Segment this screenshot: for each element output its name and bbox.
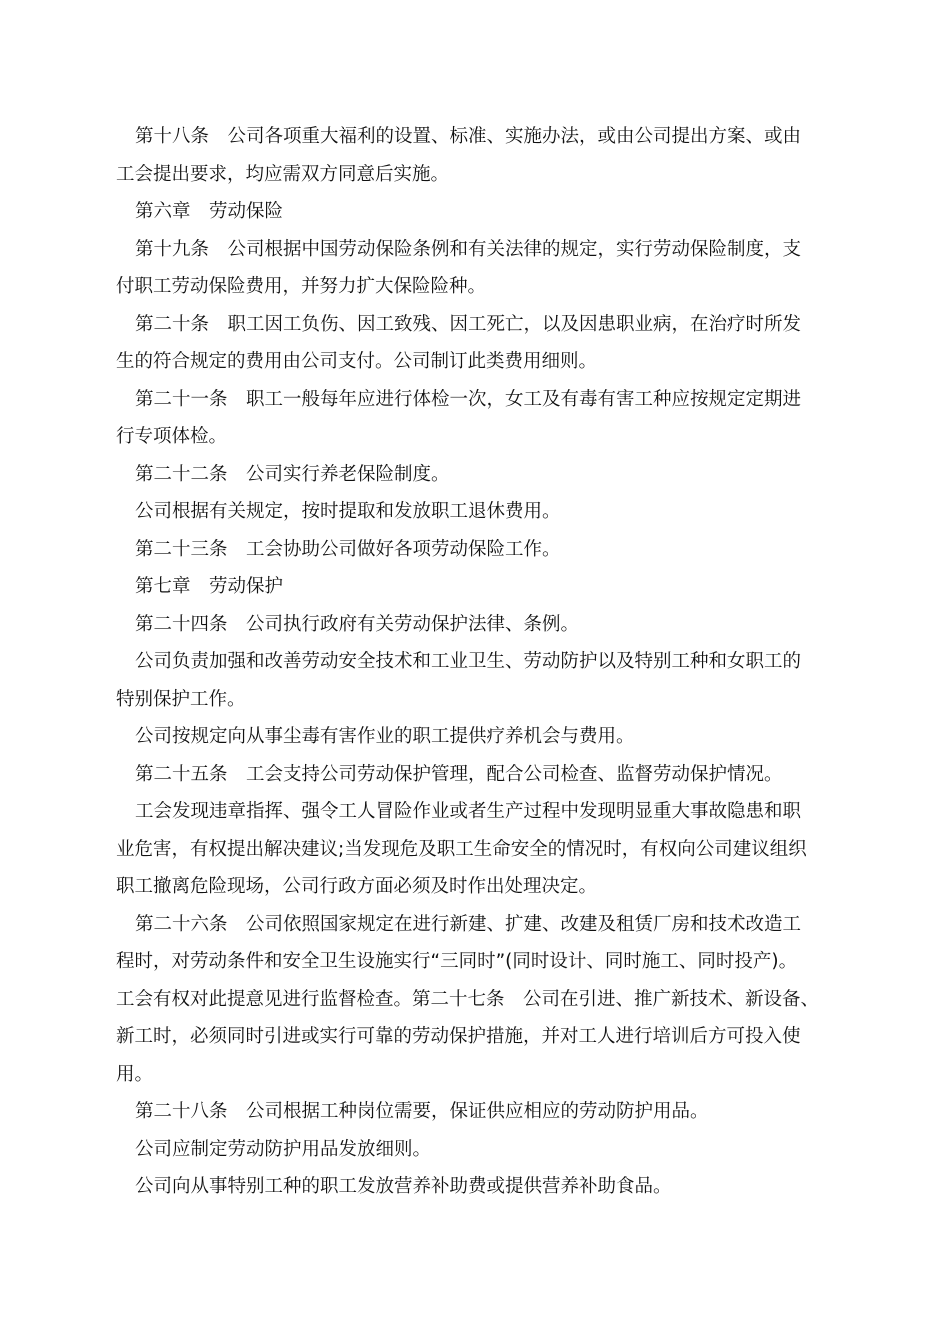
text-line: 第十九条 公司根据中国劳动保险条例和有关法律的规定，实行劳动保险制度，支 (135, 238, 802, 260)
text-line: 公司根据有关规定，按时提取和发放职工退休费用。 (135, 501, 561, 522)
text-line: 工会有权对此提意见进行监督检查。第二十七条 公司在引进、推广新技术、新设备、 (116, 988, 820, 1010)
paragraph-article-23 (116, 531, 838, 569)
text-line: 第二十五条 工会支持公司劳动保护管理，配合公司检查、监督劳动保护情况。 (135, 763, 783, 785)
text-line: 第十八条 公司各项重大福利的设置、标准、实施办法，或由公司提出方案、或由 (135, 126, 802, 147)
chapter-heading-6 (116, 193, 838, 231)
text-line: 公司按规定向从事尘毒有害作业的职工提供疗养机会与费用。 (135, 726, 635, 747)
text-line: 第二十八条 公司根据工种岗位需要，保证供应相应的劳动防护用品。 (135, 1101, 709, 1122)
text-line: 新工时，必须同时引进或实行可靠的劳动保护措施，并对工人进行培训后方可投入使 (116, 1026, 801, 1047)
text-line: 公司向从事特别工种的职工发放营养补助费或提供营养补助食品。 (135, 1176, 672, 1197)
text-line: 工会提出要求，均应需双方同意后实施。 (116, 163, 450, 185)
text-line: 第二十二条 公司实行养老保险制度。 (135, 463, 450, 485)
text-line: 职工撤离危险现场，公司行政方面必须及时作出处理决定。 (116, 876, 598, 897)
text-line: 业危害，有权提出解决建议;当发现危及职工生命安全的情况时，有权向公司建议组织 (116, 838, 807, 860)
document-body (116, 118, 838, 1206)
text-line: 第二十六条 公司依照国家规定在进行新建、扩建、改建及租赁厂房和技术改造工 (135, 913, 802, 935)
paragraph-article-21 (116, 381, 838, 456)
text-line: 第二十条 职工因工负伤、因工致残、因工死亡，以及因患职业病，在治疗时所发 (135, 313, 802, 335)
text-line: 行专项体检。 (116, 426, 228, 447)
text-line: 第七章 劳动保护 (135, 576, 284, 597)
text-line: 第二十四条 公司执行政府有关劳动保护法律、条例。 (135, 613, 580, 635)
paragraph-article-18 (116, 118, 838, 193)
text-line: 第六章 劳动保险 (135, 201, 284, 222)
text-line: 公司应制定劳动防护用品发放细则。 (135, 1138, 432, 1160)
paragraph-article-28 (116, 1093, 838, 1131)
paragraph-article-24 (116, 606, 838, 644)
text-line: 第二十三条 工会协助公司做好各项劳动保险工作。 (135, 538, 561, 560)
text-line: 特别保护工作。 (116, 688, 246, 710)
chapter-heading-7 (116, 568, 838, 606)
text-line: 生的符合规定的费用由公司支付。公司制订此类费用细则。 (116, 351, 598, 372)
text-line: 第二十一条 职工一般每年应进行体检一次，女工及有毒有害工种应按规定定期进 (135, 388, 802, 410)
paragraph-safety (116, 643, 838, 718)
text-line: 付职工劳动保险费用，并努力扩大保险险种。 (116, 276, 487, 297)
text-line: 工会发现违章指挥、强令工人冒险作业或者生产过程中发现明显重大事故隐患和职 (135, 801, 802, 822)
paragraph-protective-gear (116, 1131, 838, 1169)
paragraph-recuperation (116, 718, 838, 756)
paragraph-union-rights (116, 793, 838, 906)
paragraph-article-19 (116, 231, 838, 306)
paragraph-article-22 (116, 456, 838, 494)
text-line: 用。 (116, 1063, 154, 1085)
paragraph-article-25 (116, 756, 838, 794)
text-line: 公司负责加强和改善劳动安全技术和工业卫生、劳动防护以及特别工种和女职工的 (135, 651, 802, 672)
paragraph-article-26-27 (116, 906, 838, 1094)
text-line: 程时，对劳动条件和安全卫生设施实行“三同时”(同时设计、同时施工、同时投产)。 (116, 951, 798, 972)
paragraph-nutrition (116, 1168, 838, 1206)
paragraph-retirement (116, 493, 838, 531)
paragraph-article-20 (116, 306, 838, 381)
